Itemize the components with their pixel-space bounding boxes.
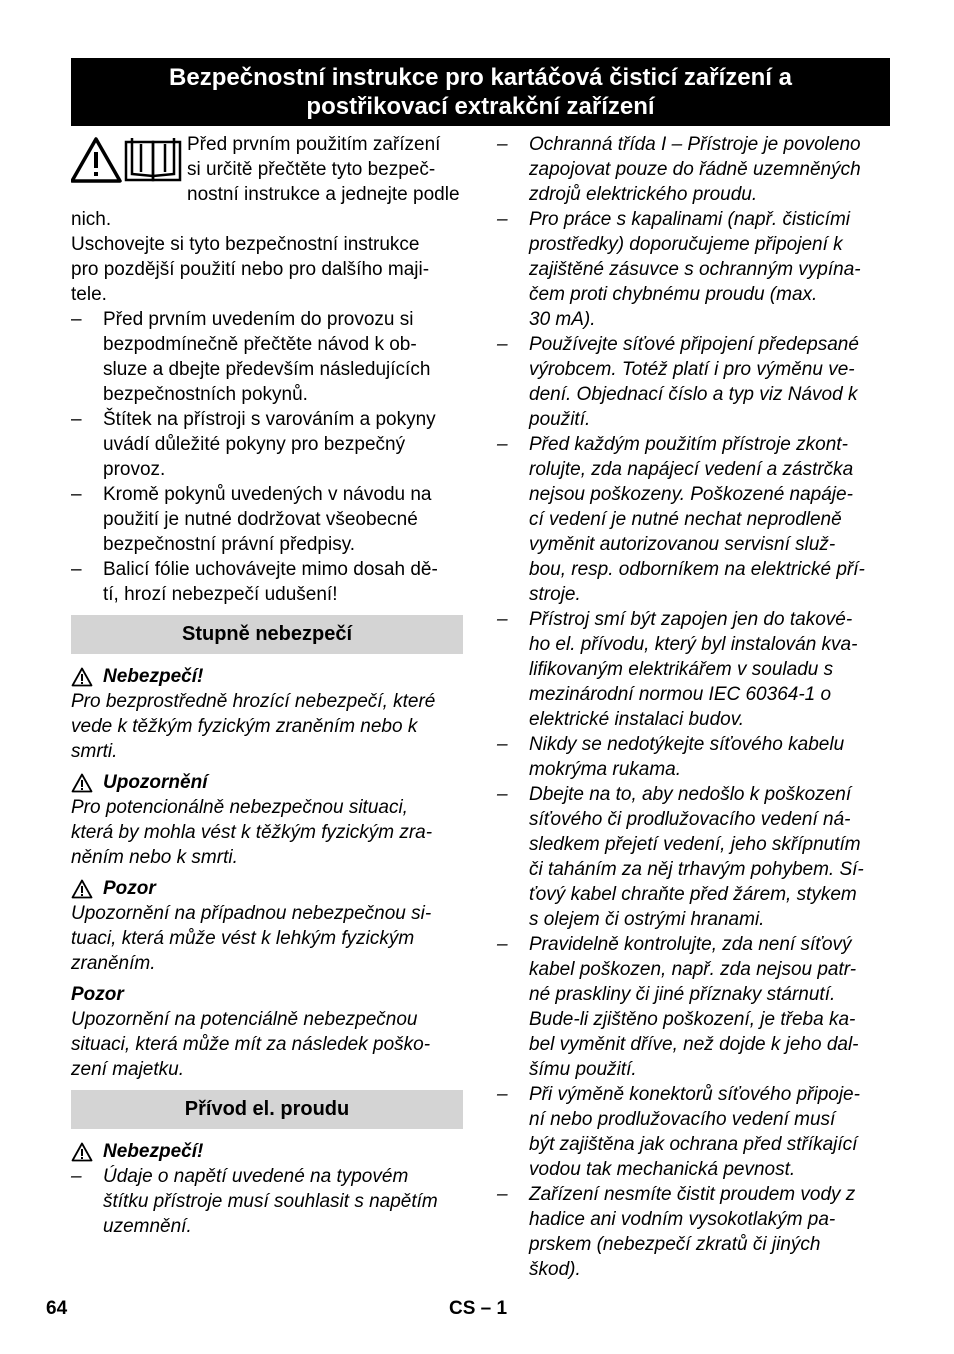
hazard-text-line: Pro potencionálně nebezpečnou situaci, bbox=[71, 797, 408, 818]
dash-marker: – bbox=[497, 934, 508, 955]
item-line: ní nebo prodlužovacího vedení musí bbox=[529, 1109, 836, 1130]
item-line: s olejem či ostrými hranami. bbox=[529, 909, 765, 930]
item-line: Zařízení nesmíte čistit proudem vody z bbox=[529, 1184, 856, 1205]
section-heading-power-supply: Přívod el. proudu bbox=[71, 1090, 463, 1129]
page-number: 64 bbox=[46, 1298, 68, 1319]
item-line: použití. bbox=[529, 409, 591, 430]
hazard-text-line: smrti. bbox=[71, 741, 118, 762]
list-item bbox=[497, 432, 889, 607]
dash-marker: – bbox=[497, 209, 508, 230]
hazard-heading bbox=[71, 876, 463, 901]
hazard-text-line: něním nebo k smrti. bbox=[71, 847, 238, 868]
warning-triangle-icon bbox=[72, 139, 120, 181]
dash-marker: – bbox=[497, 1084, 508, 1105]
dash-marker: – bbox=[497, 1184, 508, 1205]
hazard-text-line: situaci, která může mít za následek poško- bbox=[71, 1034, 431, 1055]
dash-marker: – bbox=[71, 559, 82, 580]
item-line: vyměnit autorizovanou servisní služ- bbox=[529, 534, 836, 555]
warning-triangle-icon bbox=[71, 879, 93, 899]
hazard-text-line: tuaci, která může vést k lehkým fyzickým bbox=[71, 928, 415, 949]
dash-marker: – bbox=[71, 484, 82, 505]
item-line: bezpečnostních pokynů. bbox=[103, 384, 308, 405]
hazard-text-line: Pro bezprostředně hrozící nebezpečí, které bbox=[71, 691, 436, 712]
item-line: tí, hrozí nebezpečí udušení! bbox=[103, 584, 338, 605]
list-item bbox=[71, 482, 463, 557]
item-line: provoz. bbox=[103, 459, 166, 480]
item-line: Ochranná třída I – Přístroje je povoleno bbox=[529, 134, 861, 155]
item-line: zapojovat pouze do řádně uzemněných bbox=[529, 159, 861, 180]
item-line: nejsou poškozeny. Poškozené napáje- bbox=[529, 484, 853, 505]
intro-line: nostní instrukce a jednejte podle nich. bbox=[71, 184, 460, 230]
item-line: Přístroj smí být zapojen jen do takové- bbox=[529, 609, 853, 630]
intro-line: si určitě přečtěte tyto bezpeč- bbox=[187, 159, 436, 180]
item-line: uzemnění. bbox=[103, 1216, 192, 1237]
list-item bbox=[497, 1082, 889, 1182]
list-item bbox=[497, 607, 889, 732]
item-line: prostředky) doporučujeme připojení k bbox=[529, 234, 843, 255]
warning-triangle-icon bbox=[71, 667, 93, 687]
intro-line: Uschovejte si tyto bezpečnostní instrukce bbox=[71, 234, 420, 255]
hazard-block bbox=[71, 982, 463, 1082]
intro-line: tele. bbox=[71, 284, 107, 305]
hazard-heading bbox=[71, 982, 463, 1007]
hazard-block bbox=[71, 664, 463, 764]
item-line: elektrické instalaci budov. bbox=[529, 709, 745, 730]
item-line: Pro práce s kapalinami (např. čisticími bbox=[529, 209, 850, 230]
item-line: síťového či prodlužovacího vedení ná- bbox=[529, 809, 851, 830]
list-item bbox=[497, 782, 889, 932]
intro-line: Před prvním použitím zařízení bbox=[187, 134, 441, 155]
item-line: bezpodmínečně přečtěte návod k ob- bbox=[103, 334, 417, 355]
dash-marker: – bbox=[497, 334, 508, 355]
list-item bbox=[71, 407, 463, 482]
item-line: Kromě pokynů uvedených v návodu na bbox=[103, 484, 432, 505]
item-line: prskem (nebezpečí zkratů či jiných bbox=[529, 1234, 821, 1255]
item-line: bezpečnostní právní předpisy. bbox=[103, 534, 356, 555]
dash-marker: – bbox=[71, 309, 82, 330]
hazard-text-line: vede k těžkým fyzickým zraněním nebo k bbox=[71, 716, 418, 737]
item-line: použití je nutné dodržovat všeobecné bbox=[103, 509, 418, 530]
hazard-heading-label: Upozornění bbox=[103, 772, 208, 793]
item-line: šímu použití. bbox=[529, 1059, 637, 1080]
item-line: Štítek na přístroji s varováním a pokyny bbox=[103, 409, 436, 430]
hazard-block bbox=[71, 770, 463, 870]
item-line: čem proti chybnému proudu (max. bbox=[529, 284, 818, 305]
item-line: ťový kabel chraňte před žárem, stykem bbox=[529, 884, 857, 905]
list-item bbox=[71, 557, 463, 607]
list-item bbox=[71, 1164, 463, 1239]
item-line: Dbejte na to, aby nedošlo k poškození bbox=[529, 784, 852, 805]
dash-marker: – bbox=[497, 784, 508, 805]
right-column bbox=[497, 132, 889, 1282]
item-line: hadice ani vodním vysokotlakým pa- bbox=[529, 1209, 836, 1230]
warning-triangle-icon bbox=[71, 773, 93, 793]
item-line: cí vedení je nutné nechat neprodleně bbox=[529, 509, 842, 530]
hazard-text-line: která by mohla vést k těžkým fyzickým zra- bbox=[71, 822, 433, 843]
item-line: Balicí fólie uchovávejte mimo dosah dě- bbox=[103, 559, 438, 580]
hazard-heading-label: Nebezpečí! bbox=[103, 1141, 204, 1162]
list-item bbox=[497, 207, 889, 332]
item-line: Údaje o napětí uvedené na typovém bbox=[103, 1166, 409, 1187]
section-heading-hazard-levels: Stupně nebezpečí bbox=[71, 615, 463, 654]
item-line: výrobcem. Totéž platí i pro výměnu ve- bbox=[529, 359, 855, 380]
list-item bbox=[497, 1182, 889, 1282]
list-item bbox=[497, 732, 889, 782]
item-line: Před prvním uvedením do provozu si bbox=[103, 309, 414, 330]
hazard-heading-label: Pozor bbox=[103, 878, 156, 899]
dash-marker: – bbox=[497, 134, 508, 155]
title-line-2: postřikovací extrakční zařízení bbox=[306, 93, 655, 120]
hazard-text-line: Upozornění na potenciálně nebezpečnou bbox=[71, 1009, 418, 1030]
left-column bbox=[71, 132, 463, 1239]
hazard-block bbox=[71, 876, 463, 976]
item-line: ho el. přívodu, který byl instalován kva- bbox=[529, 634, 858, 655]
item-line: Používejte síťové připojení předepsané bbox=[529, 334, 859, 355]
intro-paragraph bbox=[71, 132, 463, 307]
page-title bbox=[71, 58, 890, 126]
item-line: kabel poškozen, např. zda nejsou patr- bbox=[529, 959, 857, 980]
intro-line: pro pozdější použití nebo pro dalšího maji- bbox=[71, 259, 430, 280]
hazard-heading-label: Nebezpečí! bbox=[103, 666, 204, 687]
dash-marker: – bbox=[497, 734, 508, 755]
item-line: škod). bbox=[529, 1259, 581, 1280]
item-line: uvádí důležité pokyny pro bezpečný bbox=[103, 434, 406, 455]
list-item bbox=[497, 132, 889, 207]
item-line: né praskliny či jiné příznaky stárnutí. bbox=[529, 984, 836, 1005]
item-line: sledkem přejetí vedení, jeho skřípnutím bbox=[529, 834, 861, 855]
item-line: Pravidelně kontrolujte, zda není síťový bbox=[529, 934, 852, 955]
dash-marker: – bbox=[497, 609, 508, 630]
warning-triangle-icon bbox=[71, 1142, 93, 1162]
list-item bbox=[71, 307, 463, 407]
item-line: lifikovaným elektrikářem v souladu s bbox=[529, 659, 834, 680]
hazard-heading bbox=[71, 664, 463, 689]
right-bullet-list bbox=[497, 132, 889, 1282]
item-line: dení. Objednací číslo a typ viz Návod k bbox=[529, 384, 858, 405]
item-line: mezinárodní normou IEC 60364-1 o bbox=[529, 684, 832, 705]
warning-and-manual-icons bbox=[71, 136, 183, 184]
item-line: mokrýma rukama. bbox=[529, 759, 682, 780]
item-line: bou, resp. odborníkem na elektrické pří- bbox=[529, 559, 865, 580]
dash-marker: – bbox=[497, 434, 508, 455]
item-line: rolujte, zda napájecí vedení a zástrčka bbox=[529, 459, 854, 480]
item-line: být zajištěna jak ochrana před stříkající bbox=[529, 1134, 858, 1155]
power-bullet-list bbox=[71, 1164, 463, 1239]
item-line: štítku přístroje musí souhlasit s napětím bbox=[103, 1191, 438, 1212]
item-line: sluze a dbejte především následujících bbox=[103, 359, 431, 380]
item-line: 30 mA). bbox=[529, 309, 596, 330]
item-line: stroje. bbox=[529, 584, 581, 605]
language-page-label: CS – 1 bbox=[449, 1298, 508, 1319]
hazard-text-line: Upozornění na případnou nebezpečnou si- bbox=[71, 903, 432, 924]
item-line: Při výměně konektorů síťového připoje- bbox=[529, 1084, 860, 1105]
manual-book-icon bbox=[126, 138, 180, 180]
item-line: Před každým použitím přístroje zkont- bbox=[529, 434, 848, 455]
hazard-heading bbox=[71, 770, 463, 795]
hazard-text-line: zení majetku. bbox=[71, 1059, 184, 1080]
dash-marker: – bbox=[71, 1166, 82, 1187]
item-line: zajištěné zásuvce s ochranným vypína- bbox=[529, 259, 861, 280]
item-line: Bude-li zjištěno poškození, je třeba ka- bbox=[529, 1009, 856, 1030]
item-line: zdrojů elektrického proudu. bbox=[529, 184, 758, 205]
dash-marker: – bbox=[71, 409, 82, 430]
title-line-1: Bezpečnostní instrukce pro kartáčová čisticí zařízení a bbox=[169, 64, 792, 91]
list-item bbox=[497, 932, 889, 1082]
item-line: bel vyměnit dříve, než dojde k jeho dal- bbox=[529, 1034, 859, 1055]
hazard-heading-label: Pozor bbox=[71, 984, 124, 1005]
item-line: Nikdy se nedotýkejte síťového kabelu bbox=[529, 734, 845, 755]
hazard-heading bbox=[71, 1139, 463, 1164]
item-line: či taháním za něj trhavým pohybem. Sí- bbox=[529, 859, 864, 880]
list-item bbox=[497, 332, 889, 432]
left-bullet-list bbox=[71, 307, 463, 607]
item-line: vodou tak mechanická pevnost. bbox=[529, 1159, 796, 1180]
hazard-text-line: zraněním. bbox=[71, 953, 156, 974]
